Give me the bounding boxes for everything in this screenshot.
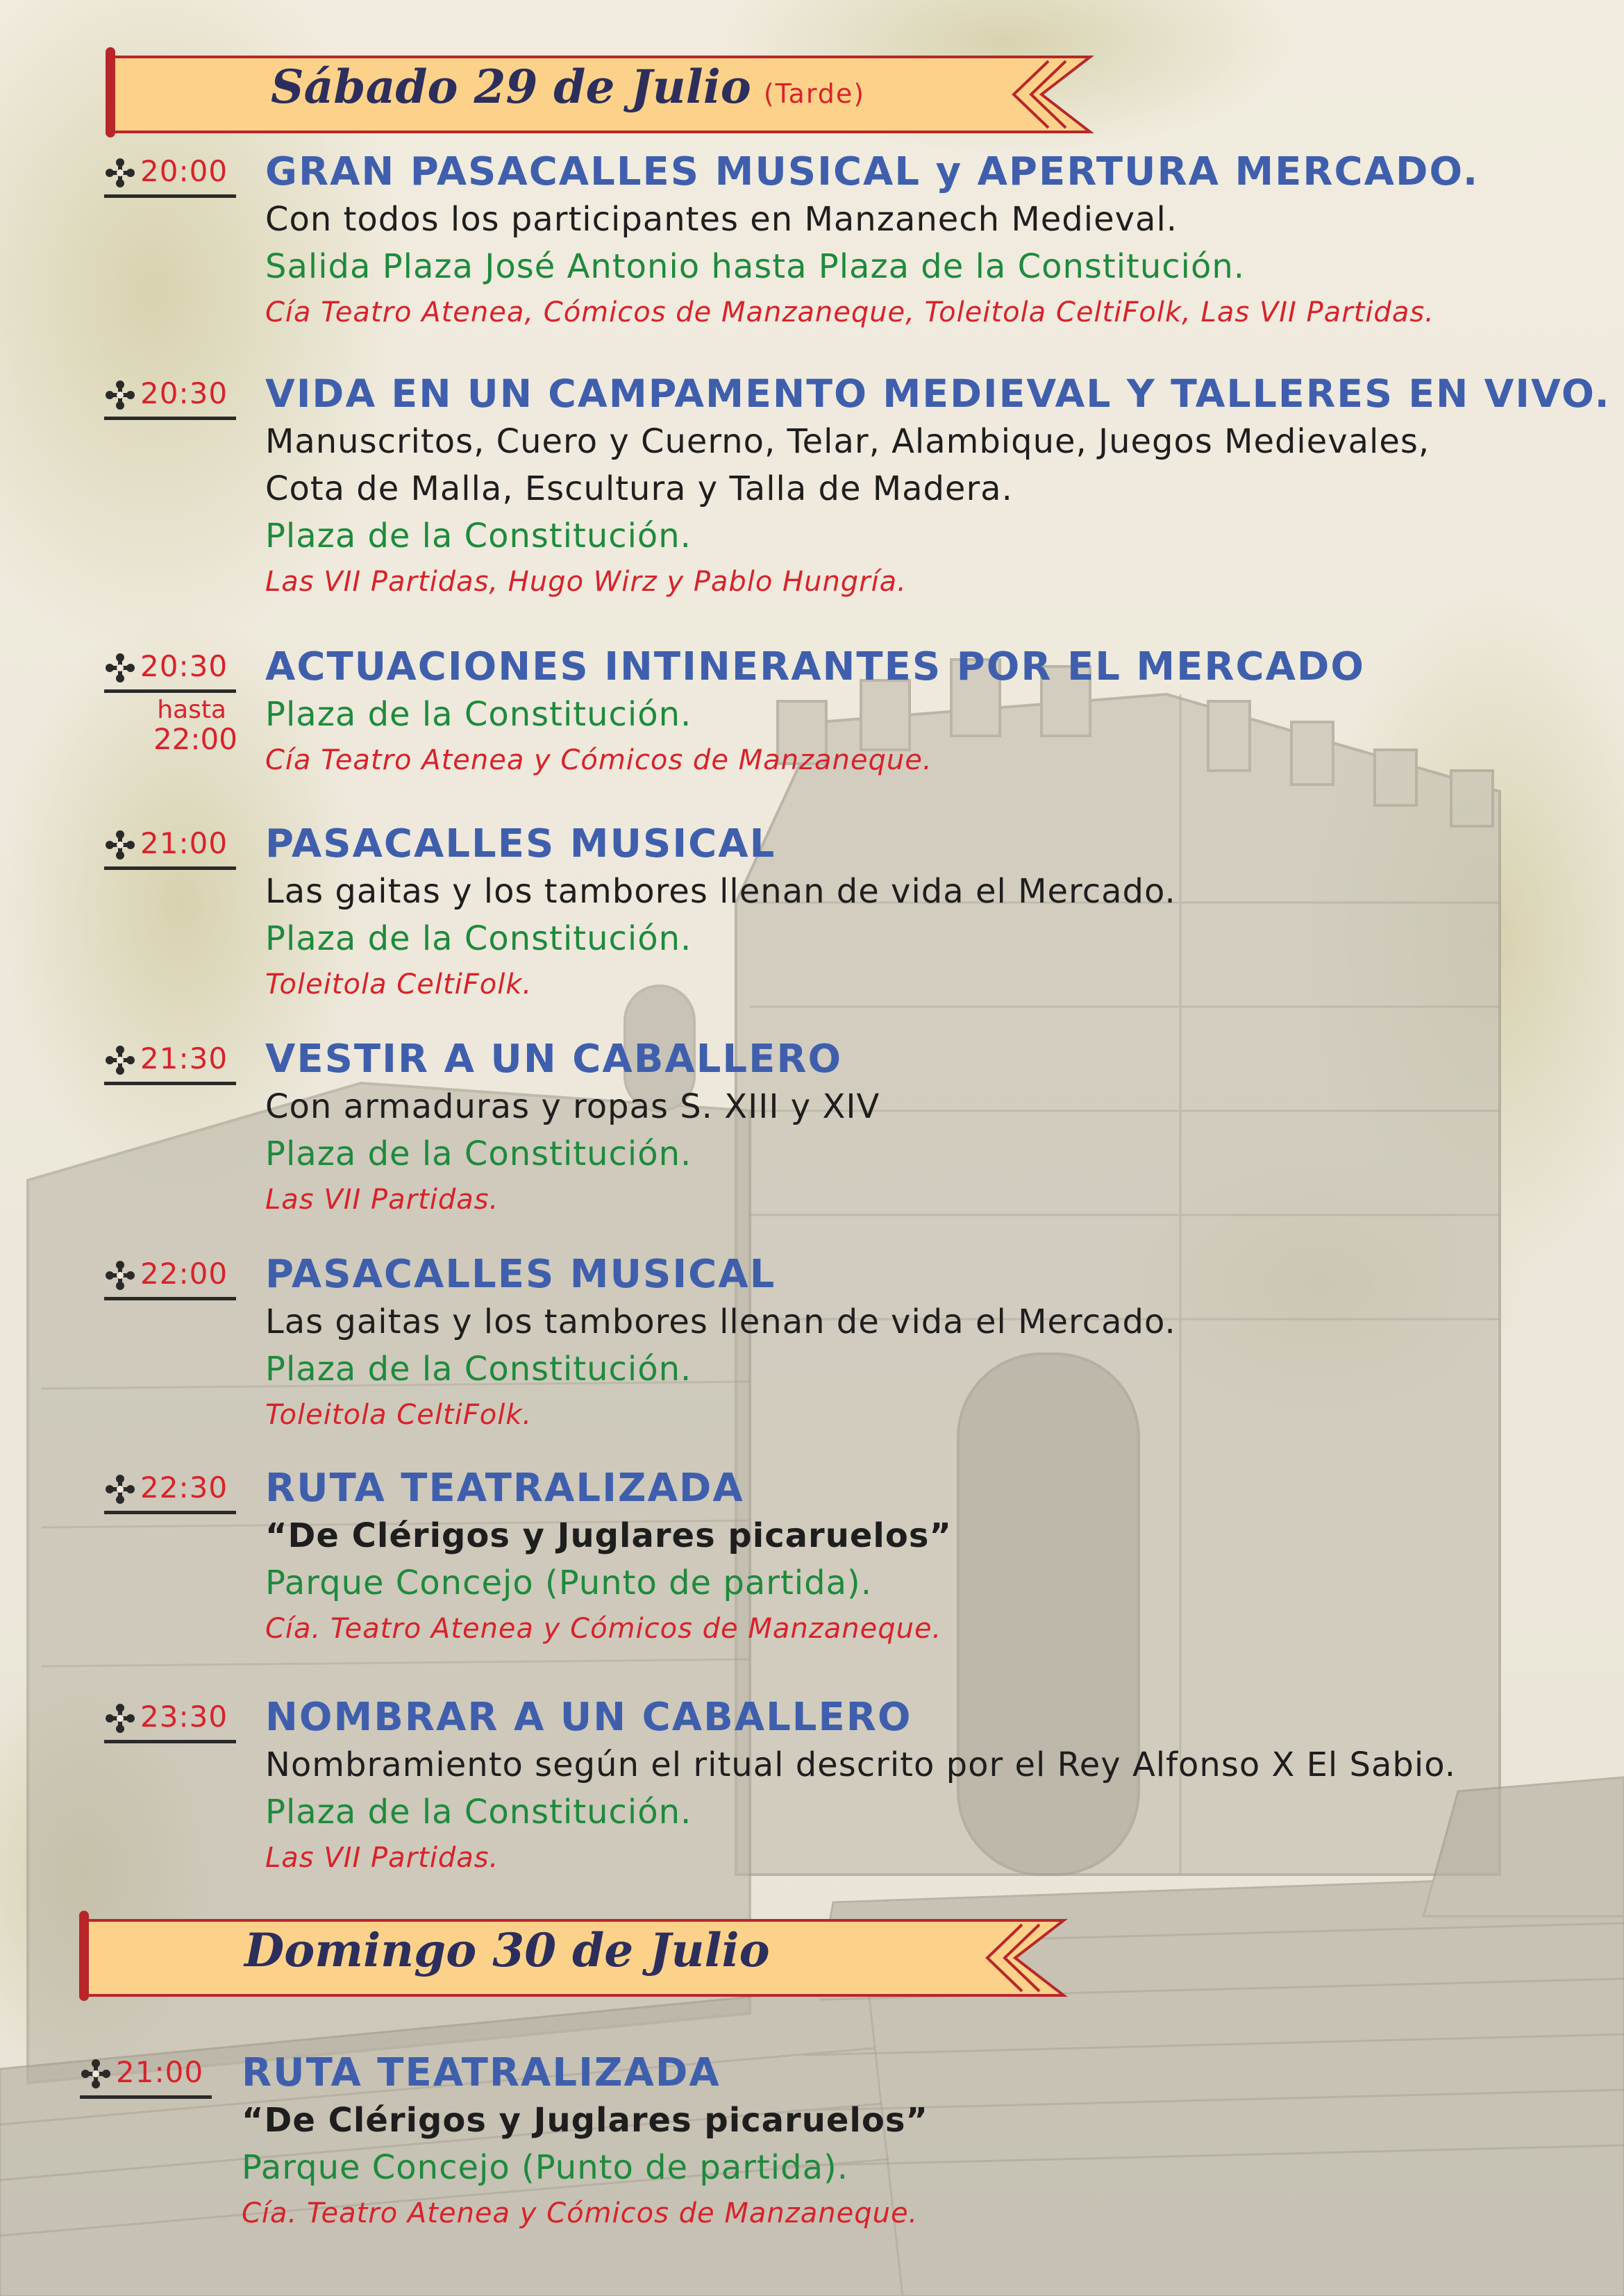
event-title: ACTUACIONES INTINERANTES POR EL MERCADO [265, 644, 1366, 689]
time-underline [104, 417, 236, 420]
time-underline [104, 1297, 236, 1300]
event-time-block [104, 649, 243, 756]
time-underline [104, 194, 236, 198]
event-performers: Cía. Teatro Atenea y Cómicos de Manzaneque. [242, 2197, 919, 2229]
time-underline [104, 689, 236, 693]
event-title: PASACALLES MUSICAL [265, 821, 776, 866]
event-description: Nombramiento según el ritual descrito por el Rey Alfonso X El Sabio. [265, 1745, 1456, 1784]
event-location: Plaza de la Constitución. [265, 517, 692, 555]
event-time-until: hasta [157, 696, 226, 724]
event-description: Con armaduras y ropas S. XIII y XIV [265, 1087, 880, 1126]
time-underline [104, 1511, 236, 1514]
event-content [242, 2050, 928, 2236]
event-title: VIDA EN UN CAMPAMENTO MEDIEVAL Y TALLERES EN VIVO. [265, 372, 1611, 417]
event-content [265, 644, 1365, 782]
event-description: Las gaitas y los tambores llenan de vida el Mercado. [265, 872, 1176, 911]
event-time-block [104, 376, 243, 425]
event-time-block [104, 154, 243, 203]
saturday-banner [104, 47, 1097, 129]
event-time: 21:30 [140, 1041, 228, 1075]
event-title: RUTA TEATRALIZADA [265, 1466, 744, 1511]
event-performers: Toleitola CeltiFolk. [265, 969, 533, 1000]
event-description: Manuscritos, Cuero y Cuerno, Telar, Alambique, Juegos Medievales, [265, 422, 1430, 461]
fleur-cross-icon [104, 1044, 136, 1076]
event-time-block [104, 826, 243, 875]
fleur-cross-icon [104, 829, 136, 861]
event-time: 20:00 [140, 154, 228, 188]
sunday-heading: Domingo 30 de Julio [244, 1923, 770, 1977]
event-performers: Las VII Partidas, Hugo Wirz y Pablo Hungría. [265, 566, 907, 598]
time-underline [104, 1082, 236, 1085]
event-performers: Cía Teatro Atenea, Cómicos de Manzaneque, Toleitola CeltiFolk, Las VII Partidas. [265, 296, 1434, 328]
fleur-cross-icon [104, 1702, 136, 1734]
event-content [265, 1251, 1176, 1437]
event-location: Parque Concejo (Punto de partida). [265, 1564, 872, 1602]
sunday-banner [78, 1911, 1071, 1993]
fleur-cross-icon [80, 2058, 112, 2090]
event-content [265, 1036, 880, 1222]
event-description: Con todos los participantes en Manzanech Medieval. [265, 200, 1178, 239]
event-content [265, 371, 1611, 604]
fleur-cross-icon [104, 1259, 136, 1291]
event-time: 20:30 [140, 649, 228, 683]
event-time: 21:00 [116, 2055, 204, 2089]
event-description: Las gaitas y los tambores llenan de vida el Mercado. [265, 1302, 1176, 1341]
event-title: NOMBRAR A UN CABALLERO [265, 1695, 912, 1740]
event-content [265, 149, 1479, 335]
event-location: Plaza de la Constitución. [265, 695, 692, 734]
event-title: GRAN PASACALLES MUSICAL y APERTURA MERCADO. [265, 149, 1480, 194]
event-time-block [80, 2055, 219, 2104]
event-location: Plaza de la Constitución. [265, 1134, 692, 1173]
event-title: PASACALLES MUSICAL [265, 1252, 776, 1297]
fleur-cross-icon [104, 1473, 136, 1505]
event-time: 22:30 [140, 1470, 228, 1505]
fleur-cross-icon [104, 157, 136, 189]
event-time: 20:30 [140, 376, 228, 410]
time-underline [104, 1740, 236, 1743]
event-time-block [104, 1041, 243, 1090]
event-performers: Las VII Partidas. [265, 1184, 499, 1216]
event-time-block [104, 1700, 243, 1748]
saturday-subheading: (Tarde) [763, 78, 866, 109]
event-subtitle: “De Clérigos y Juglares picaruelos” [242, 2101, 928, 2140]
time-underline [80, 2095, 212, 2099]
fleur-cross-icon [104, 652, 136, 684]
event-location: Plaza de la Constitución. [265, 1793, 692, 1832]
event-content [265, 1465, 952, 1651]
event-subtitle: “De Clérigos y Juglares picaruelos” [265, 1516, 952, 1555]
event-time-block [104, 1257, 243, 1305]
time-underline [104, 866, 236, 870]
event-performers: Las VII Partidas. [265, 1842, 499, 1874]
event-description: Cota de Malla, Escultura y Talla de Madera. [265, 469, 1013, 508]
saturday-heading: Sábado 29 de Julio [271, 60, 751, 114]
event-time: 22:00 [140, 1257, 228, 1291]
event-performers: Cía Teatro Atenea y Cómicos de Manzaneque. [265, 744, 932, 776]
event-location: Plaza de la Constitución. [265, 1350, 692, 1389]
event-content [265, 1694, 1456, 1880]
event-location: Parque Concejo (Punto de partida). [242, 2148, 848, 2187]
event-content [265, 821, 1176, 1007]
event-title: VESTIR A UN CABALLERO [265, 1037, 843, 1082]
fleur-cross-icon [104, 379, 136, 411]
event-performers: Cía. Teatro Atenea y Cómicos de Manzaneque. [265, 1613, 942, 1645]
event-time: 23:30 [140, 1700, 228, 1734]
event-location: Plaza de la Constitución. [265, 919, 692, 958]
event-performers: Toleitola CeltiFolk. [265, 1399, 533, 1431]
event-time-end: 22:00 [153, 722, 237, 756]
event-title: RUTA TEATRALIZADA [242, 2050, 721, 2095]
event-time-block [104, 1470, 243, 1519]
event-time: 21:00 [140, 826, 228, 860]
event-location: Salida Plaza José Antonio hasta Plaza de la Constitución. [265, 247, 1246, 286]
